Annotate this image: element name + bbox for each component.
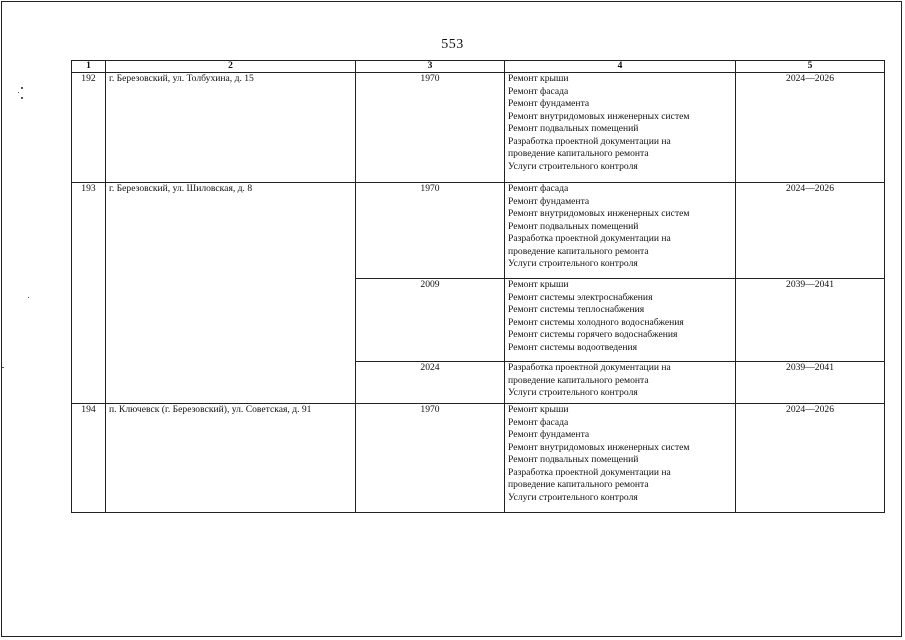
row-works — [505, 183, 736, 279]
scan-speck — [28, 297, 29, 298]
work-item: Услуги строительного контроля — [508, 387, 638, 398]
work-item: Ремонт крыши — [508, 404, 569, 415]
table-row — [72, 183, 885, 279]
work-item: Ремонт системы теплоснабжения — [508, 304, 645, 315]
row-period: 2024—2026 — [736, 404, 885, 513]
scan-speck — [21, 97, 23, 99]
work-item: Ремонт внутридомовых инженерных систем — [508, 208, 690, 219]
work-item: Ремонт подвальных помещений — [508, 123, 639, 134]
row-number: 192 — [72, 73, 106, 183]
page-number: 553 — [441, 37, 464, 52]
header-col-5: 5 — [736, 61, 885, 73]
row-address: п. Ключевск (г. Березовский), ул. Советская, д. 91 — [106, 404, 356, 513]
work-item: Разработка проектной документации на — [508, 362, 671, 373]
work-item: Ремонт внутридомовых инженерных систем — [508, 441, 690, 453]
work-item: Разработка проектной документации на — [508, 466, 671, 478]
work-item: Услуги строительного контроля — [508, 258, 638, 269]
row-year: 1970 — [356, 73, 505, 183]
work-item: Ремонт фундамента — [508, 98, 590, 109]
work-item: Ремонт фундамента — [508, 429, 590, 440]
row-works — [505, 404, 736, 513]
work-item: Ремонт системы холодного водоснабжения — [508, 316, 684, 328]
row-year: 1970 — [356, 404, 505, 513]
work-item: Ремонт внутридомовых инженерных систем — [508, 110, 690, 122]
row-works — [505, 73, 736, 183]
work-item: Ремонт фундамента — [508, 195, 590, 207]
row-address: г. Березовский, ул. Шиловская, д. 8 — [106, 183, 356, 404]
row-year: 2024 — [356, 362, 505, 404]
header-col-3: 3 — [356, 61, 505, 73]
row-works — [505, 279, 736, 362]
row-address: г. Березовский, ул. Толбухина, д. 15 — [106, 73, 356, 183]
header-col-2: 2 — [106, 61, 356, 73]
work-item: Услуги строительного контроля — [508, 491, 638, 503]
work-item: проведение капитального ремонта — [508, 245, 649, 257]
row-period: 2024—2026 — [736, 73, 885, 183]
row-year: 1970 — [356, 183, 505, 279]
work-item: Ремонт системы водоотведения — [508, 341, 638, 353]
work-item: Ремонт фасада — [508, 183, 569, 194]
scan-speck — [2, 367, 4, 368]
work-item: Ремонт системы горячего водоснабжения — [508, 329, 678, 340]
row-number: 193 — [72, 183, 106, 404]
header-col-1: 1 — [72, 61, 106, 73]
row-period: 2024—2026 — [736, 183, 885, 279]
work-item: проведение капитального ремонта — [508, 374, 649, 386]
work-item: проведение капитального ремонта — [508, 148, 649, 159]
work-item: Ремонт крыши — [508, 279, 569, 290]
row-period: 2039—2041 — [736, 279, 885, 362]
work-item: Ремонт подвальных помещений — [508, 454, 639, 465]
work-item: Ремонт фасада — [508, 85, 569, 97]
row-number: 194 — [72, 404, 106, 513]
header-col-4: 4 — [505, 61, 736, 73]
work-item: Ремонт системы электроснабжения — [508, 291, 653, 303]
work-item: Ремонт фасада — [508, 416, 569, 428]
row-works — [505, 362, 736, 404]
work-item: Разработка проектной документации на — [508, 135, 671, 147]
work-item: Ремонт подвальных помещений — [508, 220, 639, 232]
work-item: Ремонт крыши — [508, 73, 569, 84]
work-item: Услуги строительного контроля — [508, 160, 638, 172]
row-year: 2009 — [356, 279, 505, 362]
table-row — [72, 404, 885, 513]
row-period: 2039—2041 — [736, 362, 885, 404]
work-item: проведение капитального ремонта — [508, 479, 649, 490]
table-row — [72, 73, 885, 183]
work-item: Разработка проектной документации на — [508, 233, 671, 244]
repair-schedule-table — [71, 60, 885, 513]
scan-speck — [21, 87, 23, 89]
scan-speck — [18, 92, 19, 93]
header-row — [72, 61, 885, 73]
